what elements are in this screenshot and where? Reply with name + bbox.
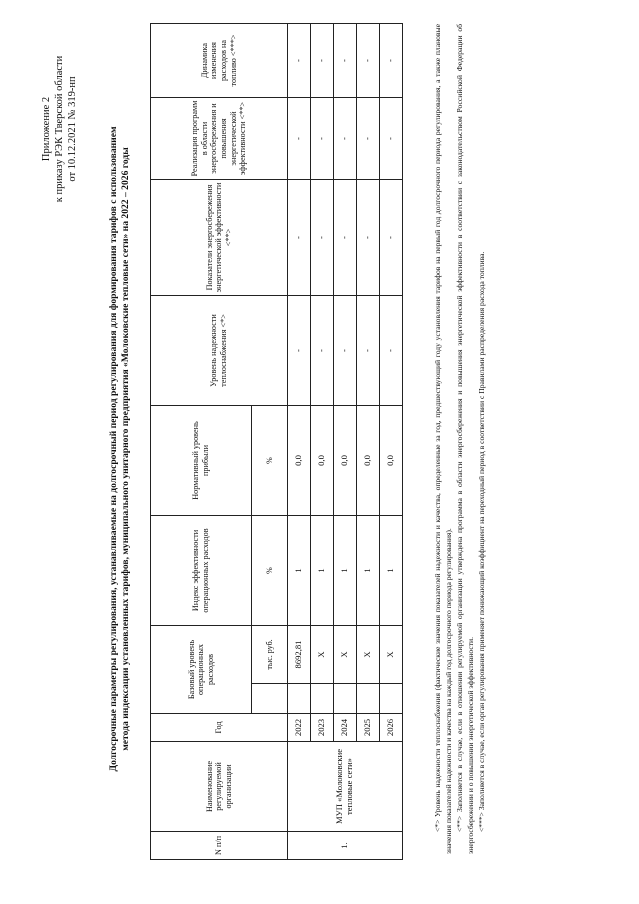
cell-year: 2026 xyxy=(380,714,403,742)
table-row xyxy=(357,24,380,860)
cell-base: X xyxy=(357,626,380,684)
cell-spacer xyxy=(288,684,311,714)
cell-fuel: - xyxy=(311,24,334,98)
cell-energy: - xyxy=(334,180,357,296)
cell-profit: 0,0 xyxy=(334,406,357,516)
cell-programs: - xyxy=(357,98,380,180)
cell-index: 1 xyxy=(334,516,357,626)
document-title xyxy=(108,24,132,874)
header-reliability: Уровень надежности теплоснабжения <*> xyxy=(151,296,288,406)
org-name: МУП «Молоковские тепловые сети» xyxy=(288,742,403,832)
cell-fuel: - xyxy=(357,24,380,98)
cell-year: 2023 xyxy=(311,714,334,742)
header-index: Индекс эффективности операционных расходов xyxy=(151,516,252,626)
cell-reliability: - xyxy=(380,296,403,406)
cell-year: 2025 xyxy=(357,714,380,742)
table-row xyxy=(334,24,357,860)
cell-programs: - xyxy=(334,98,357,180)
cell-base: X xyxy=(334,626,357,684)
cell-reliability: - xyxy=(357,296,380,406)
footnotes xyxy=(432,24,487,854)
cell-programs: - xyxy=(380,98,403,180)
org-num: 1. xyxy=(288,832,403,860)
footnote-2: <**> Заполняется в случае, если в отношении регулируемой организации утверждена программа в области энергосбережения и повышения энергетической эффективности в соответствии с законодательством Российской Федерации об энергосбережении и о повышении энергетической эффективности. xyxy=(455,24,475,854)
appendix-line-3: от 10.12.2021 № 319-нп xyxy=(67,76,78,182)
cell-profit: 0,0 xyxy=(380,406,403,516)
table-row xyxy=(288,24,311,860)
appendix-header xyxy=(40,4,79,254)
cell-year: 2022 xyxy=(288,714,311,742)
cell-energy: - xyxy=(288,180,311,296)
header-programs: Реализация программ в области энергосбережения и повышения энергетической эффективности <**> xyxy=(151,98,288,180)
cell-base: 8692,81 xyxy=(288,626,311,684)
title-line-1: Долгосрочные параметры регулирования, устанавливаемые на долгосрочный период регулирования для формирования тарифов с использованием xyxy=(108,126,119,772)
cell-reliability: - xyxy=(311,296,334,406)
cell-index: 1 xyxy=(288,516,311,626)
unit-base: тыс. руб. xyxy=(252,626,288,684)
cell-index: 1 xyxy=(357,516,380,626)
cell-base: X xyxy=(380,626,403,684)
table-row xyxy=(380,24,403,860)
cell-programs: - xyxy=(288,98,311,180)
header-year: Год xyxy=(151,714,288,742)
header-base: Базовый уровень операционных расходов xyxy=(151,626,252,714)
cell-fuel: - xyxy=(288,24,311,98)
cell-profit: 0,0 xyxy=(311,406,334,516)
cell-energy: - xyxy=(311,180,334,296)
cell-energy: - xyxy=(380,180,403,296)
cell-spacer xyxy=(380,684,403,714)
footnote-1: <*> Уровень надежности теплоснабжения (фактические значения показателей надежности и качества, определенные за год, предшествующий году установления тарифов на первый год долгосрочного периода регулирования, а также плановые значения показателей надежности и качества на каждый год долгосрочного периода регулирования). xyxy=(433,24,453,854)
unit-profit: % xyxy=(252,406,288,516)
unit-spacer xyxy=(252,684,288,714)
cell-programs: - xyxy=(311,98,334,180)
cell-year: 2024 xyxy=(334,714,357,742)
cell-base: X xyxy=(311,626,334,684)
title-line-2: метода индексации установленных тарифов, муниципального унитарного предприятия «Молоковские тепловые сети» на 2022 – 2026 годы xyxy=(120,147,131,751)
unit-index: % xyxy=(252,516,288,626)
table-header-row xyxy=(151,24,252,860)
appendix-line-2: к приказу РЭК Тверской области xyxy=(54,55,65,203)
cell-fuel: - xyxy=(334,24,357,98)
header-energy: Показатели энергосбережения энергетической эффективности <**> xyxy=(151,180,288,296)
table-row xyxy=(311,24,334,860)
cell-fuel: - xyxy=(380,24,403,98)
cell-profit: 0,0 xyxy=(357,406,380,516)
header-num: N п/п xyxy=(151,832,288,860)
cell-reliability: - xyxy=(334,296,357,406)
header-name: Наименование регулируемой организации xyxy=(151,742,288,832)
cell-profit: 0,0 xyxy=(288,406,311,516)
cell-spacer xyxy=(357,684,380,714)
appendix-line-1: Приложение 2 xyxy=(41,96,52,162)
parameters-table xyxy=(150,23,403,860)
cell-spacer xyxy=(311,684,334,714)
cell-reliability: - xyxy=(288,296,311,406)
cell-index: 1 xyxy=(311,516,334,626)
header-profit: Нормативный уровень прибыли xyxy=(151,406,252,516)
cell-energy: - xyxy=(357,180,380,296)
header-fuel: Динамика изменения расходов на топливо <***> xyxy=(151,24,288,98)
cell-index: 1 xyxy=(380,516,403,626)
cell-spacer xyxy=(334,684,357,714)
footnote-3: <***> Заполняется в случае, если орган регулирования применяет понижающий коэффициент на переходный период в соответствии с Правилами распределения расхода топлива. xyxy=(477,251,486,832)
